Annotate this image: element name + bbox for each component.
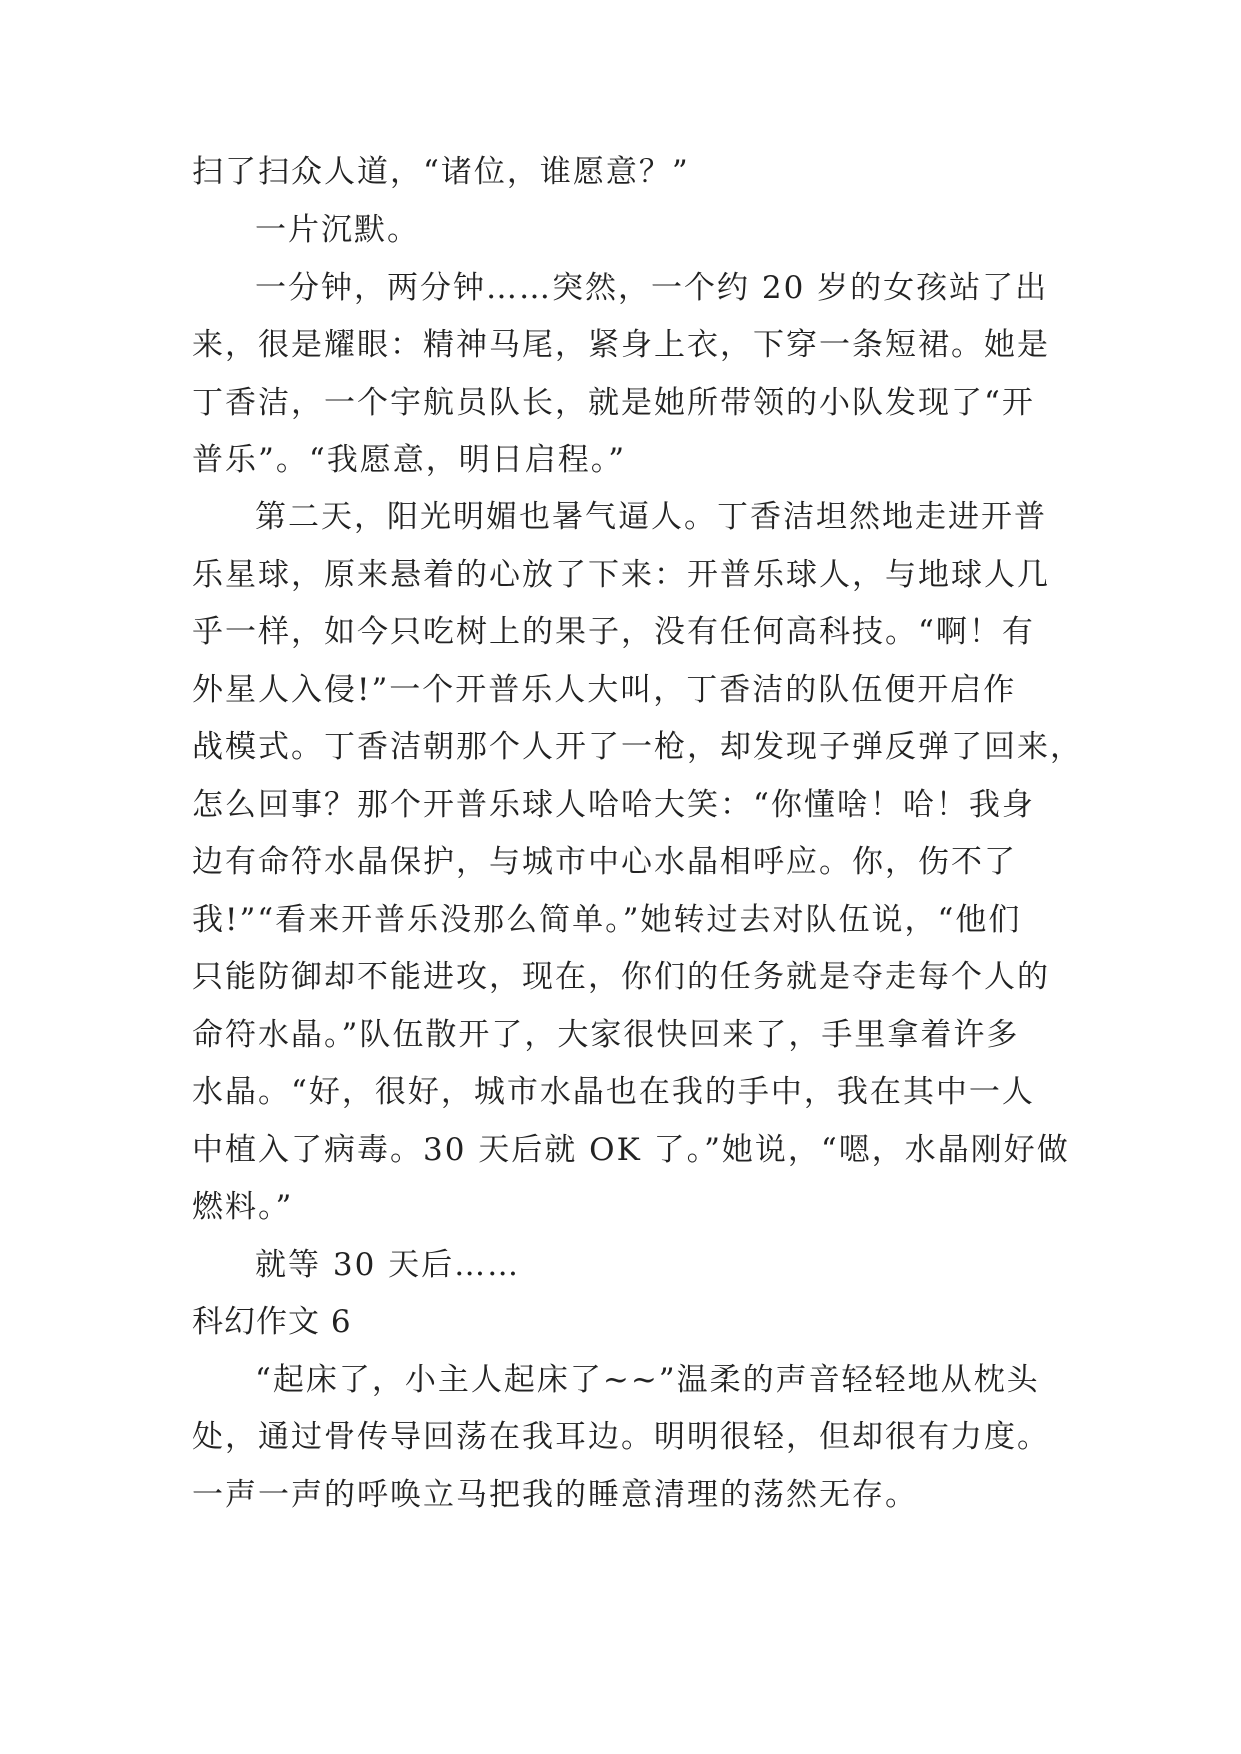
text-line: 乐星球，原来悬着的心放了下来：开普乐球人，与地球人几 xyxy=(192,557,1050,593)
text-line: 丁香洁，一个宇航员队长，就是她所带领的小队发现了“开 xyxy=(192,385,1035,421)
paragraph-line: 一分钟，两分钟……突然，一个约 20 岁的女孩站了出 xyxy=(255,270,1049,306)
text-line: 一声一声的呼唤立马把我的睡意清理的荡然无存。 xyxy=(192,1477,918,1513)
text-line: 我!”“看来开普乐没那么简单。”她转过去对队伍说，“他们 xyxy=(192,902,1022,938)
text-line: 普乐”。“我愿意，明日启程。” xyxy=(192,442,627,478)
text-line: 处，通过骨传导回荡在我耳边。明明很轻，但却很有力度。 xyxy=(192,1419,1050,1455)
paragraph-line: “起床了，小主人起床了~~”温柔的声音轻轻地从枕头 xyxy=(255,1362,1040,1398)
text-line: 燃料。” xyxy=(192,1189,294,1225)
text-line: 边有命符水晶保护，与城市中心水晶相呼应。你，伤不了 xyxy=(192,844,1017,880)
paragraph-line: 第二天，阳光明媚也暑气逼人。丁香洁坦然地走进开普 xyxy=(255,499,1047,535)
text-line: 水晶。“好，很好，城市水晶也在我的手中，我在其中一人 xyxy=(192,1074,1035,1110)
text-line: 中植入了病毒。30 天后就 OK 了。”她说，“嗯，水晶刚好做 xyxy=(192,1132,1070,1168)
section-heading: 科幻作文 6 xyxy=(192,1304,352,1340)
text-line: 扫了扫众人道，“诸位，谁愿意？” xyxy=(192,154,690,190)
text-line: 乎一样，如今只吃树上的果子，没有任何高科技。“啊！有 xyxy=(192,614,1035,650)
text-line: 来，很是耀眼：精神马尾，紧身上衣，下穿一条短裙。她是 xyxy=(192,327,1050,363)
text-line: 命符水晶。”队伍散开了，大家很快回来了，手里拿着许多 xyxy=(192,1017,1020,1053)
text-line: 只能防御却不能进攻，现在，你们的任务就是夺走每个人的 xyxy=(192,959,1050,995)
text-line: 战模式。丁香洁朝那个人开了一枪，却发现子弹反弹了回来， xyxy=(192,729,1083,765)
text-line: 外星人入侵!”一个开普乐人大叫，丁香洁的队伍便开启作 xyxy=(192,672,1017,708)
text-line: 怎么回事？那个开普乐球人哈哈大笑：“你懂啥！哈！我身 xyxy=(192,787,1035,823)
paragraph-line: 一片沉默。 xyxy=(255,212,420,248)
paragraph-line: 就等 30 天后…… xyxy=(255,1247,521,1283)
